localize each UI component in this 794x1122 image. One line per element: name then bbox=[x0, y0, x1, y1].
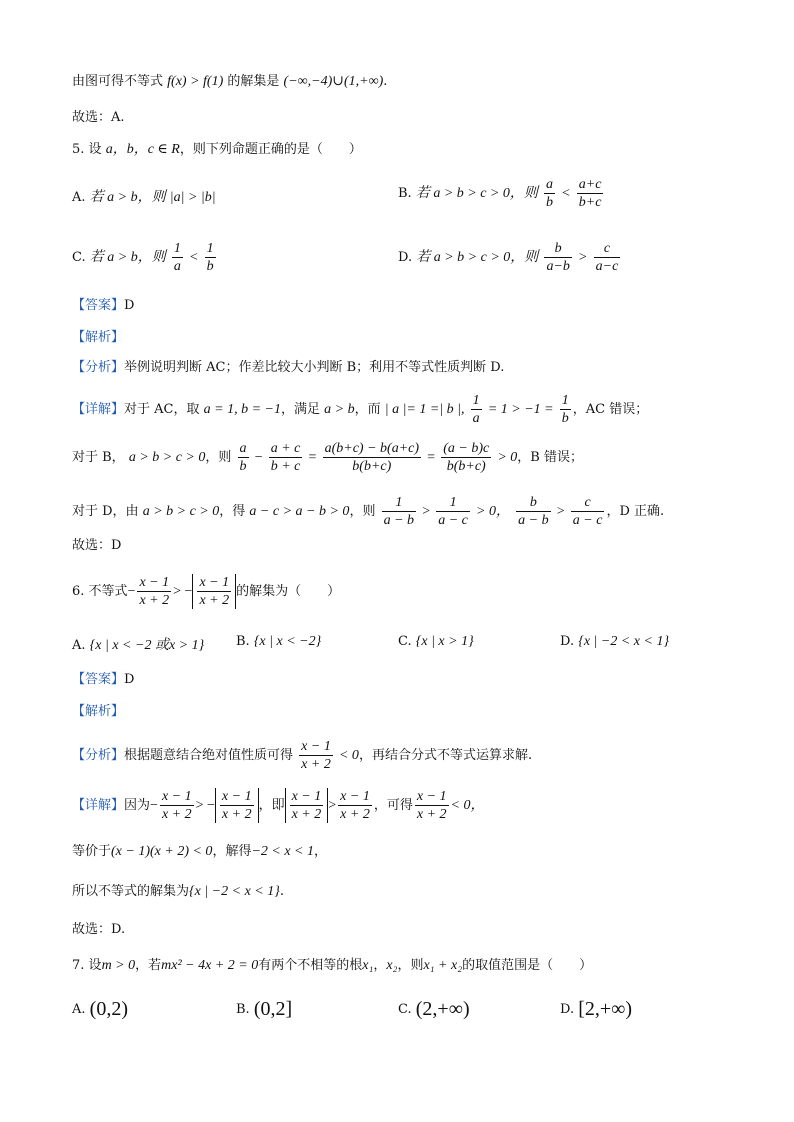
q5-stem-post: ，则下列命题正确的是（ ） bbox=[179, 142, 362, 157]
prev-solution-set: (−∞,−4)∪(1,+∞) bbox=[283, 74, 384, 89]
frac-num: a bbox=[546, 177, 554, 192]
fraction bbox=[436, 494, 470, 529]
q5-option-a bbox=[72, 186, 216, 206]
frac-den: x + 2 bbox=[340, 807, 370, 822]
frac-den: x + 2 bbox=[416, 807, 447, 822]
math: x₂ bbox=[386, 958, 398, 973]
text: 设 bbox=[88, 958, 102, 973]
q6-option-d-label: D. bbox=[560, 634, 575, 649]
frac-den: a − b bbox=[383, 513, 415, 528]
frac-num: x − 1 bbox=[161, 789, 192, 804]
text: 有两个不相等的根 bbox=[258, 958, 363, 973]
prev-text-mid: 的解集是 bbox=[227, 74, 280, 89]
frac-num: x − 1 bbox=[139, 575, 170, 590]
frac-den: b(b+c) bbox=[352, 459, 392, 474]
q5-option-c-cond: 若 a > b，则 bbox=[89, 250, 166, 265]
frac-num: a+c bbox=[578, 177, 602, 192]
frac-den: b+c bbox=[578, 195, 602, 210]
text: 因为 bbox=[124, 798, 151, 813]
text: 的取值范围是（ ） bbox=[462, 958, 593, 973]
text: 对于 D，由 bbox=[72, 504, 139, 519]
math: < 0， bbox=[450, 798, 485, 813]
q5-option-b-frac1 bbox=[544, 176, 555, 211]
fraction bbox=[382, 494, 416, 529]
q5-option-a-label: A. bbox=[72, 190, 86, 205]
fraction bbox=[471, 392, 482, 427]
frac-den: x + 2 bbox=[139, 593, 170, 608]
q5-stem-pre: 设 bbox=[88, 142, 102, 157]
frac-den: a−b bbox=[546, 259, 570, 274]
q6-analysis-tag bbox=[72, 702, 754, 722]
q5-option-d-label: D. bbox=[398, 250, 413, 265]
q7-option-a-text: (0,2) bbox=[89, 998, 128, 1020]
text: 所以不等式的解集为 bbox=[72, 884, 190, 899]
fraction bbox=[299, 738, 333, 773]
answer-value: D bbox=[124, 672, 135, 687]
frac-num: 1 bbox=[173, 241, 181, 256]
q5-option-b bbox=[398, 176, 605, 211]
abs-fraction bbox=[290, 788, 324, 823]
relation: < bbox=[561, 186, 571, 201]
q7-option-c bbox=[398, 998, 470, 1021]
frac-num: x − 1 bbox=[221, 789, 252, 804]
math: a = 1, b = −1 bbox=[203, 402, 281, 417]
q5-analysis-tag bbox=[72, 328, 754, 348]
text: ，即 bbox=[258, 798, 285, 813]
frac-den: b bbox=[239, 459, 247, 474]
math: a > b bbox=[324, 402, 355, 417]
q5-detail-line2: 对于 B， a > b > c > 0，则 $\frac{a}{b}$ − $\frac{a + c}{b + c}$ = $\frac{a(b+c) - b(a+c)}{b(b+c)}$ = $\frac{(a - b)c}{b(b+c)}$ > 0，B 错误； bbox=[72, 441, 583, 474]
abs-fraction bbox=[220, 788, 254, 823]
frac-den: a bbox=[173, 259, 181, 274]
frac-num: x − 1 bbox=[199, 575, 230, 590]
text: 根据题意结合绝对值性质可得 bbox=[124, 748, 294, 763]
q6-number: 6. bbox=[72, 584, 85, 599]
frac-num: 1 bbox=[561, 393, 569, 408]
q7-option-b-label: B. bbox=[236, 1002, 250, 1017]
q5-detail-line3: 对于 D，由 a > b > c > 0，得 a − c > a − b > 0，则 $\frac{1}{a - b}$ > $\frac{1}{a - c}$ > 0， $\frac{b}{a - b}$ > $\frac{c}{a - c}$ ，D 正确. bbox=[72, 495, 665, 528]
frac-den: a−c bbox=[595, 259, 619, 274]
text: ，而 bbox=[354, 402, 381, 417]
detail-tag: 【详解】 bbox=[72, 798, 125, 813]
q6-stem-post: 的解集为（ ） bbox=[236, 584, 341, 599]
math: {x | −2 < x < 1} bbox=[189, 884, 280, 899]
q6-option-b-label: B. bbox=[236, 634, 250, 649]
q5-option-c bbox=[72, 240, 218, 275]
frac-num: x − 1 bbox=[416, 789, 447, 804]
q5-option-d bbox=[398, 240, 622, 275]
prev-inequality: f(x) > f(1) bbox=[167, 74, 224, 89]
q6-option-b-text: {x | x < −2} bbox=[253, 634, 322, 649]
q5-option-c-label: C. bbox=[72, 250, 86, 265]
fraction bbox=[269, 440, 303, 475]
frac-den: b(b+c) bbox=[446, 459, 486, 474]
analysis-tag: 【解析】 bbox=[72, 330, 125, 345]
q6-choice: 故选：D. bbox=[72, 922, 126, 937]
q6-option-c-label: C. bbox=[398, 634, 412, 649]
text: ， bbox=[373, 958, 387, 973]
q5-option-a-concl: |a| > |b| bbox=[169, 190, 216, 205]
q7-number: 7. bbox=[72, 958, 85, 973]
frac-den: b bbox=[561, 411, 569, 426]
fraction bbox=[441, 440, 491, 475]
frac-num: b bbox=[544, 240, 571, 258]
text: ， bbox=[314, 844, 328, 859]
frac-den: x + 2 bbox=[199, 593, 230, 608]
q5-number: 5. bbox=[72, 142, 85, 157]
abs-fraction bbox=[197, 574, 231, 609]
q7-option-b bbox=[236, 998, 292, 1021]
q5-option-a-cond: 若 a > b，则 bbox=[89, 190, 166, 205]
frac-num: x − 1 bbox=[301, 739, 331, 754]
text: 对于 AC，取 bbox=[124, 402, 200, 417]
prev-conclusion-line: 由图可得不等式 f(x) > f(1) 的解集是 (−∞,−4)∪(1,+∞). bbox=[72, 74, 388, 89]
frac-num: a bbox=[239, 441, 247, 456]
q7-option-a bbox=[72, 998, 128, 1021]
q7-option-c-label: C. bbox=[398, 1002, 412, 1017]
fraction bbox=[516, 494, 550, 529]
text: ，则 bbox=[205, 450, 232, 465]
math: m > 0 bbox=[101, 958, 136, 973]
q7-option-a-label: A. bbox=[72, 1002, 86, 1017]
q5-answer bbox=[72, 296, 754, 316]
frac-den: a bbox=[472, 411, 480, 426]
q6-fenxi bbox=[72, 738, 754, 773]
frac-den: a − c bbox=[438, 513, 468, 528]
frac-num: x − 1 bbox=[291, 789, 322, 804]
fenxi-tag: 【分析】 bbox=[72, 360, 125, 375]
q5-option-d-frac2 bbox=[594, 240, 621, 275]
q5-option-b-frac2 bbox=[577, 176, 604, 211]
q6-answer bbox=[72, 670, 754, 690]
text: ，D 正确. bbox=[606, 504, 665, 519]
math: −2 < x < 1 bbox=[251, 844, 315, 859]
q5-option-d-frac1 bbox=[544, 240, 571, 275]
fraction bbox=[560, 392, 571, 427]
q7-option-c-text: (2,+∞) bbox=[415, 998, 470, 1020]
math: > 0 bbox=[497, 450, 518, 465]
math: (x − 1)(x + 2) < 0 bbox=[111, 844, 213, 859]
frac-num: a + c bbox=[270, 441, 301, 456]
frac-num: 1 bbox=[436, 494, 470, 512]
math: mx² − 4x + 2 = 0 bbox=[161, 958, 259, 973]
frac-den: b bbox=[546, 195, 554, 210]
math: x₁ bbox=[362, 958, 374, 973]
fraction bbox=[323, 440, 421, 475]
q7-option-d-label: D. bbox=[560, 1002, 575, 1017]
fraction bbox=[137, 574, 171, 609]
q5-option-c-frac2 bbox=[205, 240, 216, 275]
answer-tag: 【答案】 bbox=[72, 672, 125, 687]
math: < 0 bbox=[338, 748, 359, 763]
text: ，则 bbox=[349, 504, 376, 519]
frac-den: x + 2 bbox=[161, 807, 192, 822]
frac-num: 1 bbox=[382, 494, 416, 512]
text: ，再结合分式不等式运算求解. bbox=[358, 748, 533, 763]
text: ，得 bbox=[219, 504, 246, 519]
q6-option-c-text: {x | x > 1} bbox=[415, 634, 474, 649]
q6-option-c bbox=[398, 634, 474, 650]
q5-option-b-label: B. bbox=[398, 186, 412, 201]
q5-fenxi bbox=[72, 358, 754, 378]
q5-vars: a，b，c ∈ R bbox=[105, 142, 180, 157]
q6-detail-line1: 【详解】因为− $\frac{x - 1}{x + 2}$ > − $\frac{x - 1}{x + 2}$ ，即 $\frac{x - 1}{x + 2}$ > $\frac{x - 1}{x + 2}$ ，可得 $\frac{x - 1}{x + 2}$ < 0， bbox=[72, 789, 485, 822]
prev-text: 由图可得不等式 bbox=[72, 74, 164, 89]
q6-detail-line3 bbox=[72, 882, 754, 902]
frac-den: x + 2 bbox=[221, 807, 252, 822]
fraction bbox=[238, 440, 249, 475]
q7-option-b-text: (0,2] bbox=[253, 998, 293, 1020]
text: 等价于 bbox=[72, 844, 112, 859]
relation: < bbox=[189, 250, 199, 265]
prev-choice: 故选：A. bbox=[72, 110, 125, 125]
fraction bbox=[338, 788, 372, 823]
frac-num: c bbox=[594, 240, 621, 258]
text: ，解得 bbox=[212, 844, 252, 859]
math: = 1 > −1 = bbox=[487, 402, 554, 417]
q7-option-d bbox=[560, 998, 632, 1021]
q7-option-d-text: [2,+∞) bbox=[578, 998, 633, 1020]
text: 对于 B， bbox=[72, 450, 125, 465]
fenxi-tag: 【分析】 bbox=[72, 748, 125, 763]
text: ，若 bbox=[135, 958, 162, 973]
q6-option-d bbox=[560, 634, 669, 650]
frac-num: c bbox=[571, 494, 605, 512]
q5-choice: 故选：D bbox=[72, 538, 122, 553]
math: x₁ + x₂ bbox=[423, 958, 463, 973]
math: | a |= 1 =| b |, bbox=[384, 402, 465, 417]
q6-option-b bbox=[236, 634, 321, 650]
math: a > b > c > 0 bbox=[128, 450, 206, 465]
q5-stem bbox=[72, 140, 754, 160]
frac-den: a − b bbox=[518, 513, 549, 528]
text: ，则 bbox=[397, 958, 424, 973]
q6-option-a bbox=[72, 634, 204, 654]
fraction bbox=[160, 788, 194, 823]
fraction bbox=[571, 494, 605, 529]
text: ，AC 错误； bbox=[572, 402, 649, 417]
q7-stem bbox=[72, 956, 754, 976]
q6-option-d-text: {x | −2 < x < 1} bbox=[578, 634, 670, 649]
detail-tag: 【详解】 bbox=[72, 402, 125, 417]
frac-den: b + c bbox=[270, 459, 301, 474]
frac-num: a(b+c) − b(a+c) bbox=[324, 441, 420, 456]
q5-option-c-frac1 bbox=[172, 240, 183, 275]
fenxi-text: 举例说明判断 AC；作差比较大小判断 B；利用不等式性质判断 D. bbox=[124, 360, 505, 375]
text: ，B 错误； bbox=[517, 450, 583, 465]
q6-detail-line2 bbox=[72, 842, 754, 862]
frac-num: 1 bbox=[472, 393, 480, 408]
frac-num: x − 1 bbox=[340, 789, 370, 804]
math: a > b > c > 0 bbox=[142, 504, 220, 519]
frac-den: a − c bbox=[572, 513, 603, 528]
q6-option-a-label: A. bbox=[72, 638, 86, 653]
analysis-tag: 【解析】 bbox=[72, 704, 125, 719]
q5-detail-line1 bbox=[72, 392, 754, 427]
q6-stem: 6. 不等式− $\frac{x - 1}{x + 2}$ > − $\frac{x - 1}{x + 2}$ 的解集为（ ） bbox=[72, 575, 341, 608]
answer-value: D bbox=[124, 298, 135, 313]
math: > 0， bbox=[476, 504, 510, 519]
text: ，可得 bbox=[373, 798, 413, 813]
math: a − c > a − b > 0 bbox=[249, 504, 350, 519]
frac-den: x + 2 bbox=[291, 807, 322, 822]
q6-option-a-text: {x | x < −2 或x > 1} bbox=[89, 638, 205, 653]
frac-num: b bbox=[516, 494, 550, 512]
q6-stem-pre: 不等式 bbox=[88, 584, 128, 599]
frac-num: 1 bbox=[206, 241, 214, 256]
fraction bbox=[415, 788, 449, 823]
q5-option-b-cond: 若 a > b > c > 0，则 bbox=[415, 186, 538, 201]
frac-num: (a − b)c bbox=[443, 441, 490, 456]
frac-den: x + 2 bbox=[301, 757, 331, 772]
text: ，满足 bbox=[280, 402, 320, 417]
answer-tag: 【答案】 bbox=[72, 298, 125, 313]
relation: > bbox=[578, 250, 588, 265]
frac-den: b bbox=[206, 259, 214, 274]
text: . bbox=[279, 884, 284, 899]
q5-option-d-cond: 若 a > b > c > 0，则 bbox=[416, 250, 539, 265]
